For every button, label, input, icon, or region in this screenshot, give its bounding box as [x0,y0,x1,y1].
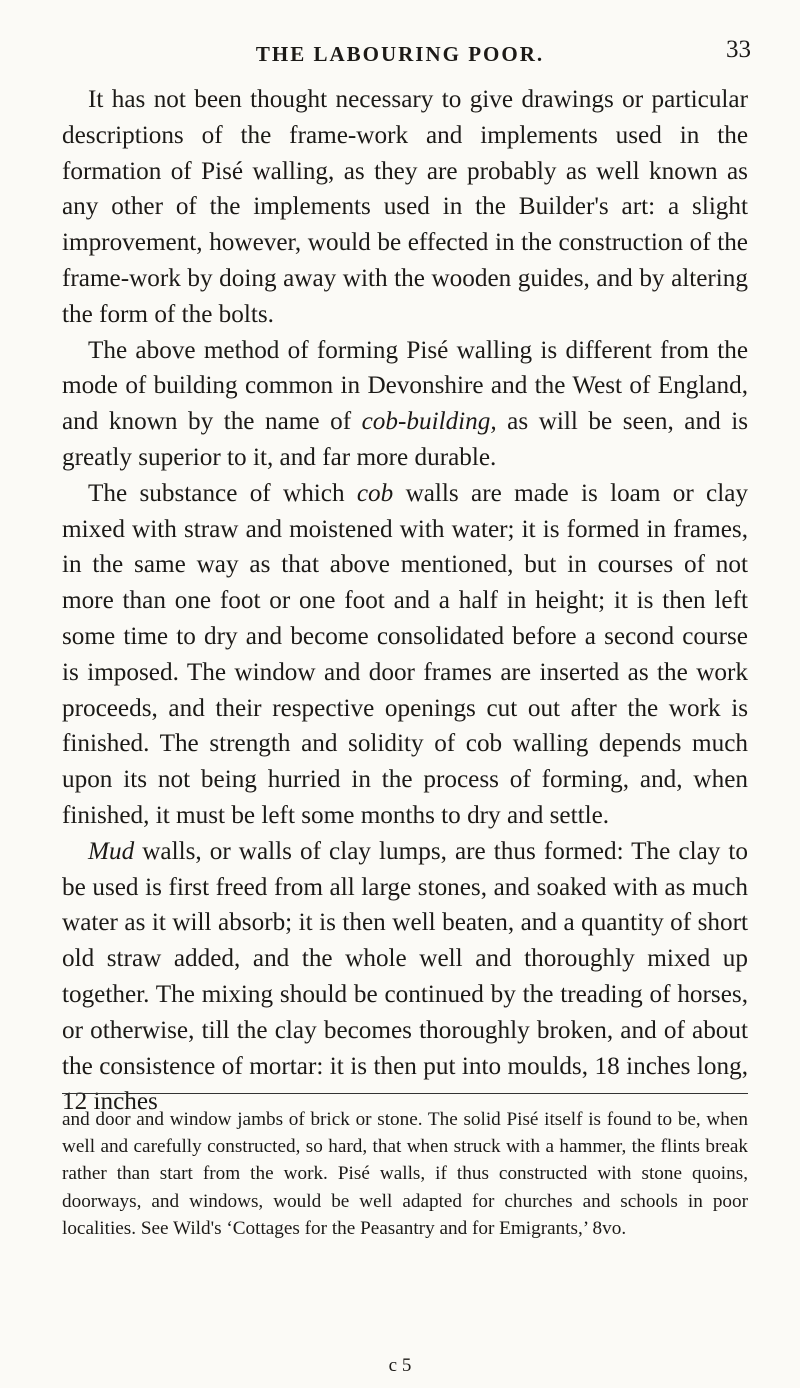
paragraph-3-text-a: The substance of which [88,479,357,507]
paragraph-2 [62,333,748,476]
paragraph-4 [62,834,748,1120]
running-title: THE LABOURING POOR. [255,42,545,66]
paragraph-1: It has not been thought necessary to give drawings or particular descriptions of the frame-work and implements used in the formation of Pisé walling, as they are probably as well known as any other of the implements used in the Builder's art: a slight improvement, however, would be effected in the construction of the frame-work by doing away with the wooden guides, and by altering the form of the bolts. [62,86,748,328]
footnote: and door and window jambs of brick or stone. The solid Pisé itself is found to be, when well and carefully constructed, so hard, that when struck with a hammer, the flints break rather than start from the work. Pisé walls, if thus constructed with stone quoins, doorways, and windows, would be well adapted for churches and schools in poor localities. See Wild's ‘Cottages for the Peasantry and for Emigrants,’ 8vo. [62,1109,748,1239]
paragraph-3 [62,476,748,834]
page-number: 33 [726,36,751,63]
italic-term-cob: cob [356,479,394,507]
paragraph-2-text-a: The above method of forming Pisé walling is different from the mode of building common in Devonshire and the West of England, and known by the name of [62,336,748,436]
paragraph-2-text-b: as will be seen, and is greatly superior to it, and far more durable. [62,408,748,471]
italic-term-cob-building: cob-building, [361,408,497,436]
footnote-divider [62,1093,748,1094]
paragraph-4-text: walls, or walls of clay lumps, are thus formed: The clay to be used is first freed from all large stones, and soaked with as much water as it will absorb; it is then well beaten, and a quantity of short old straw added, and the whole well and thoroughly mixed up together. The mixing should be continued by the treading of horses, or otherwise, till the clay becomes thoroughly broken, and of about the consistence of mortar: it is then put into moulds, 18 inches long, 12 inches [62,837,748,1116]
paragraph-3-text-b: walls are made is loam or clay mixed with straw and moistened with water; it is formed in frames, in the same way as that above mentioned, but in courses of not more than one foot or one foot and a half in height; it is then left some time to dry and become consolidated before a second course is imposed. The window and door frames are inserted as the work proceeds, and their respective openings cut out after the work is finished. The strength and solidity of cob walling depends much upon its not being hurried in the process of forming, and, when finished, it must be left some months to dry and settle. [62,479,748,829]
italic-term-mud: Mud [88,837,135,865]
signature-mark: c 5 [388,1355,412,1376]
body-text [62,82,748,1120]
